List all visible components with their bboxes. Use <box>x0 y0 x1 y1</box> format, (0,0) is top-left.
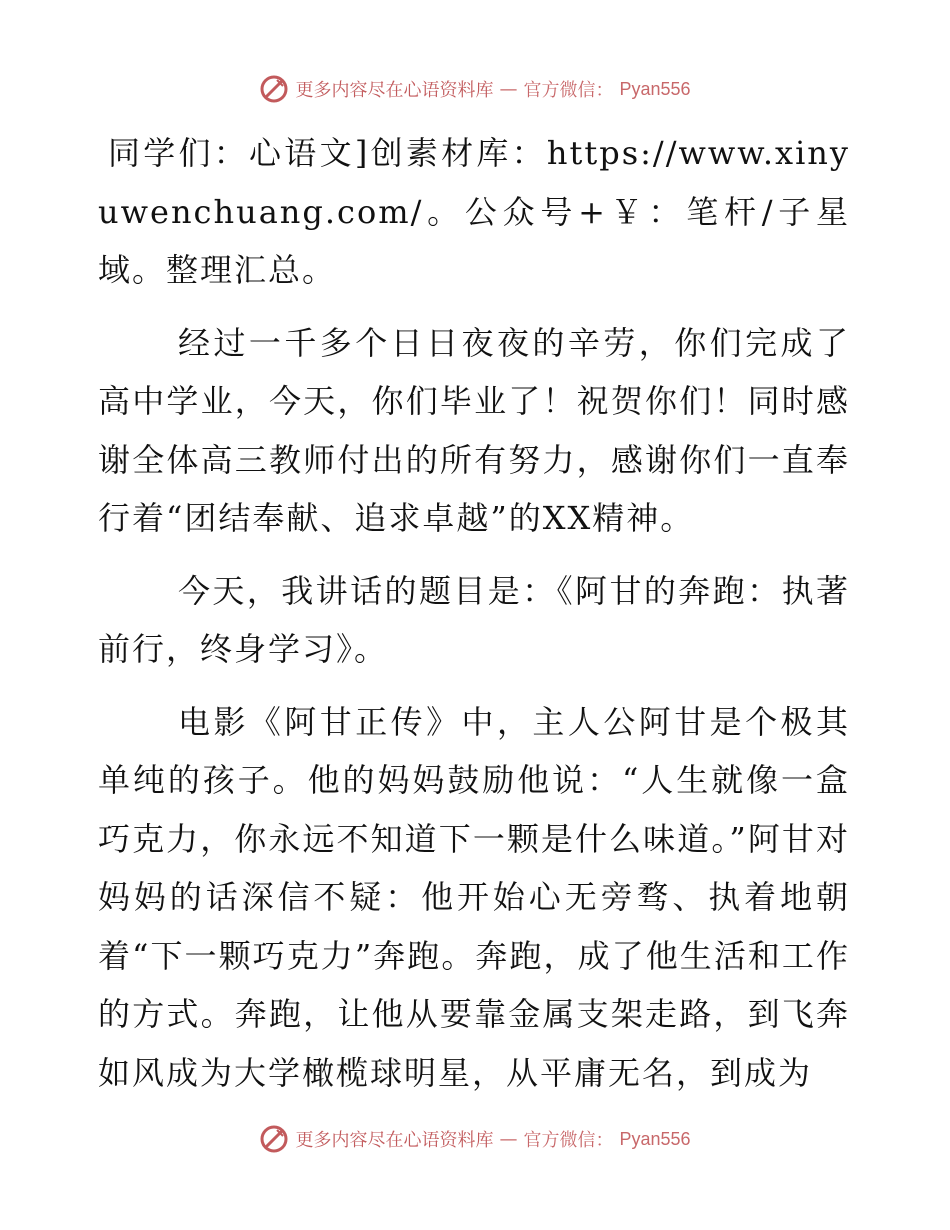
watermark-suffix: 官方微信： <box>523 1130 614 1151</box>
pen-logo-icon <box>259 74 289 104</box>
watermark-separator: — <box>499 1128 518 1150</box>
watermark-separator: — <box>499 78 518 100</box>
paragraph-congratulations: 经过一千多个日日夜夜的辛劳，你们完成了高中学业，今天，你们毕业了！祝贺你们！同时感谢全体高三教师付出的所有努力，感谢你们一直奉行着“团结奉献、追求卓越”的XX精神。 <box>98 323 850 537</box>
document-body <box>98 124 850 1116</box>
watermark-main-text: 更多内容尽在心语资料库 <box>295 1130 494 1151</box>
watermark-main-text: 更多内容尽在心语资料库 <box>295 80 494 101</box>
paragraph-speech-title: 今天，我讲话的题目是：《阿甘的奔跑：执著前行，终身学习》。 <box>98 571 850 668</box>
paragraph-forrest-gump: 电影《阿甘正传》中，主人公阿甘是个极其单纯的孩子。他的妈妈鼓励他说：“人生就像一盒巧克力，你永远不知道下一颗是什么味道。”阿甘对妈妈的话深信不疑：他开始心无旁骛、执着地朝着“下一颗巧克力”奔跑。奔跑，成了他生活和工作的方式。奔跑，让他从要靠金属支架走路，到飞奔如风成为大学橄榄球明星，从平庸无名，到成为 <box>98 702 850 1092</box>
watermark-wechat-id: Pyan556 <box>619 1128 691 1149</box>
header-watermark <box>0 74 950 104</box>
footer-watermark <box>0 1124 950 1154</box>
intro-paragraph: 同学们：心语文]创素材库：https://www.xinyuwenchuang.com/。公众号+￥：笔杆/子星域。整理汇总。 <box>98 134 850 289</box>
watermark-suffix: 官方微信： <box>523 80 614 101</box>
watermark-wechat-id: Pyan556 <box>619 78 691 99</box>
pen-logo-icon <box>259 1124 289 1154</box>
